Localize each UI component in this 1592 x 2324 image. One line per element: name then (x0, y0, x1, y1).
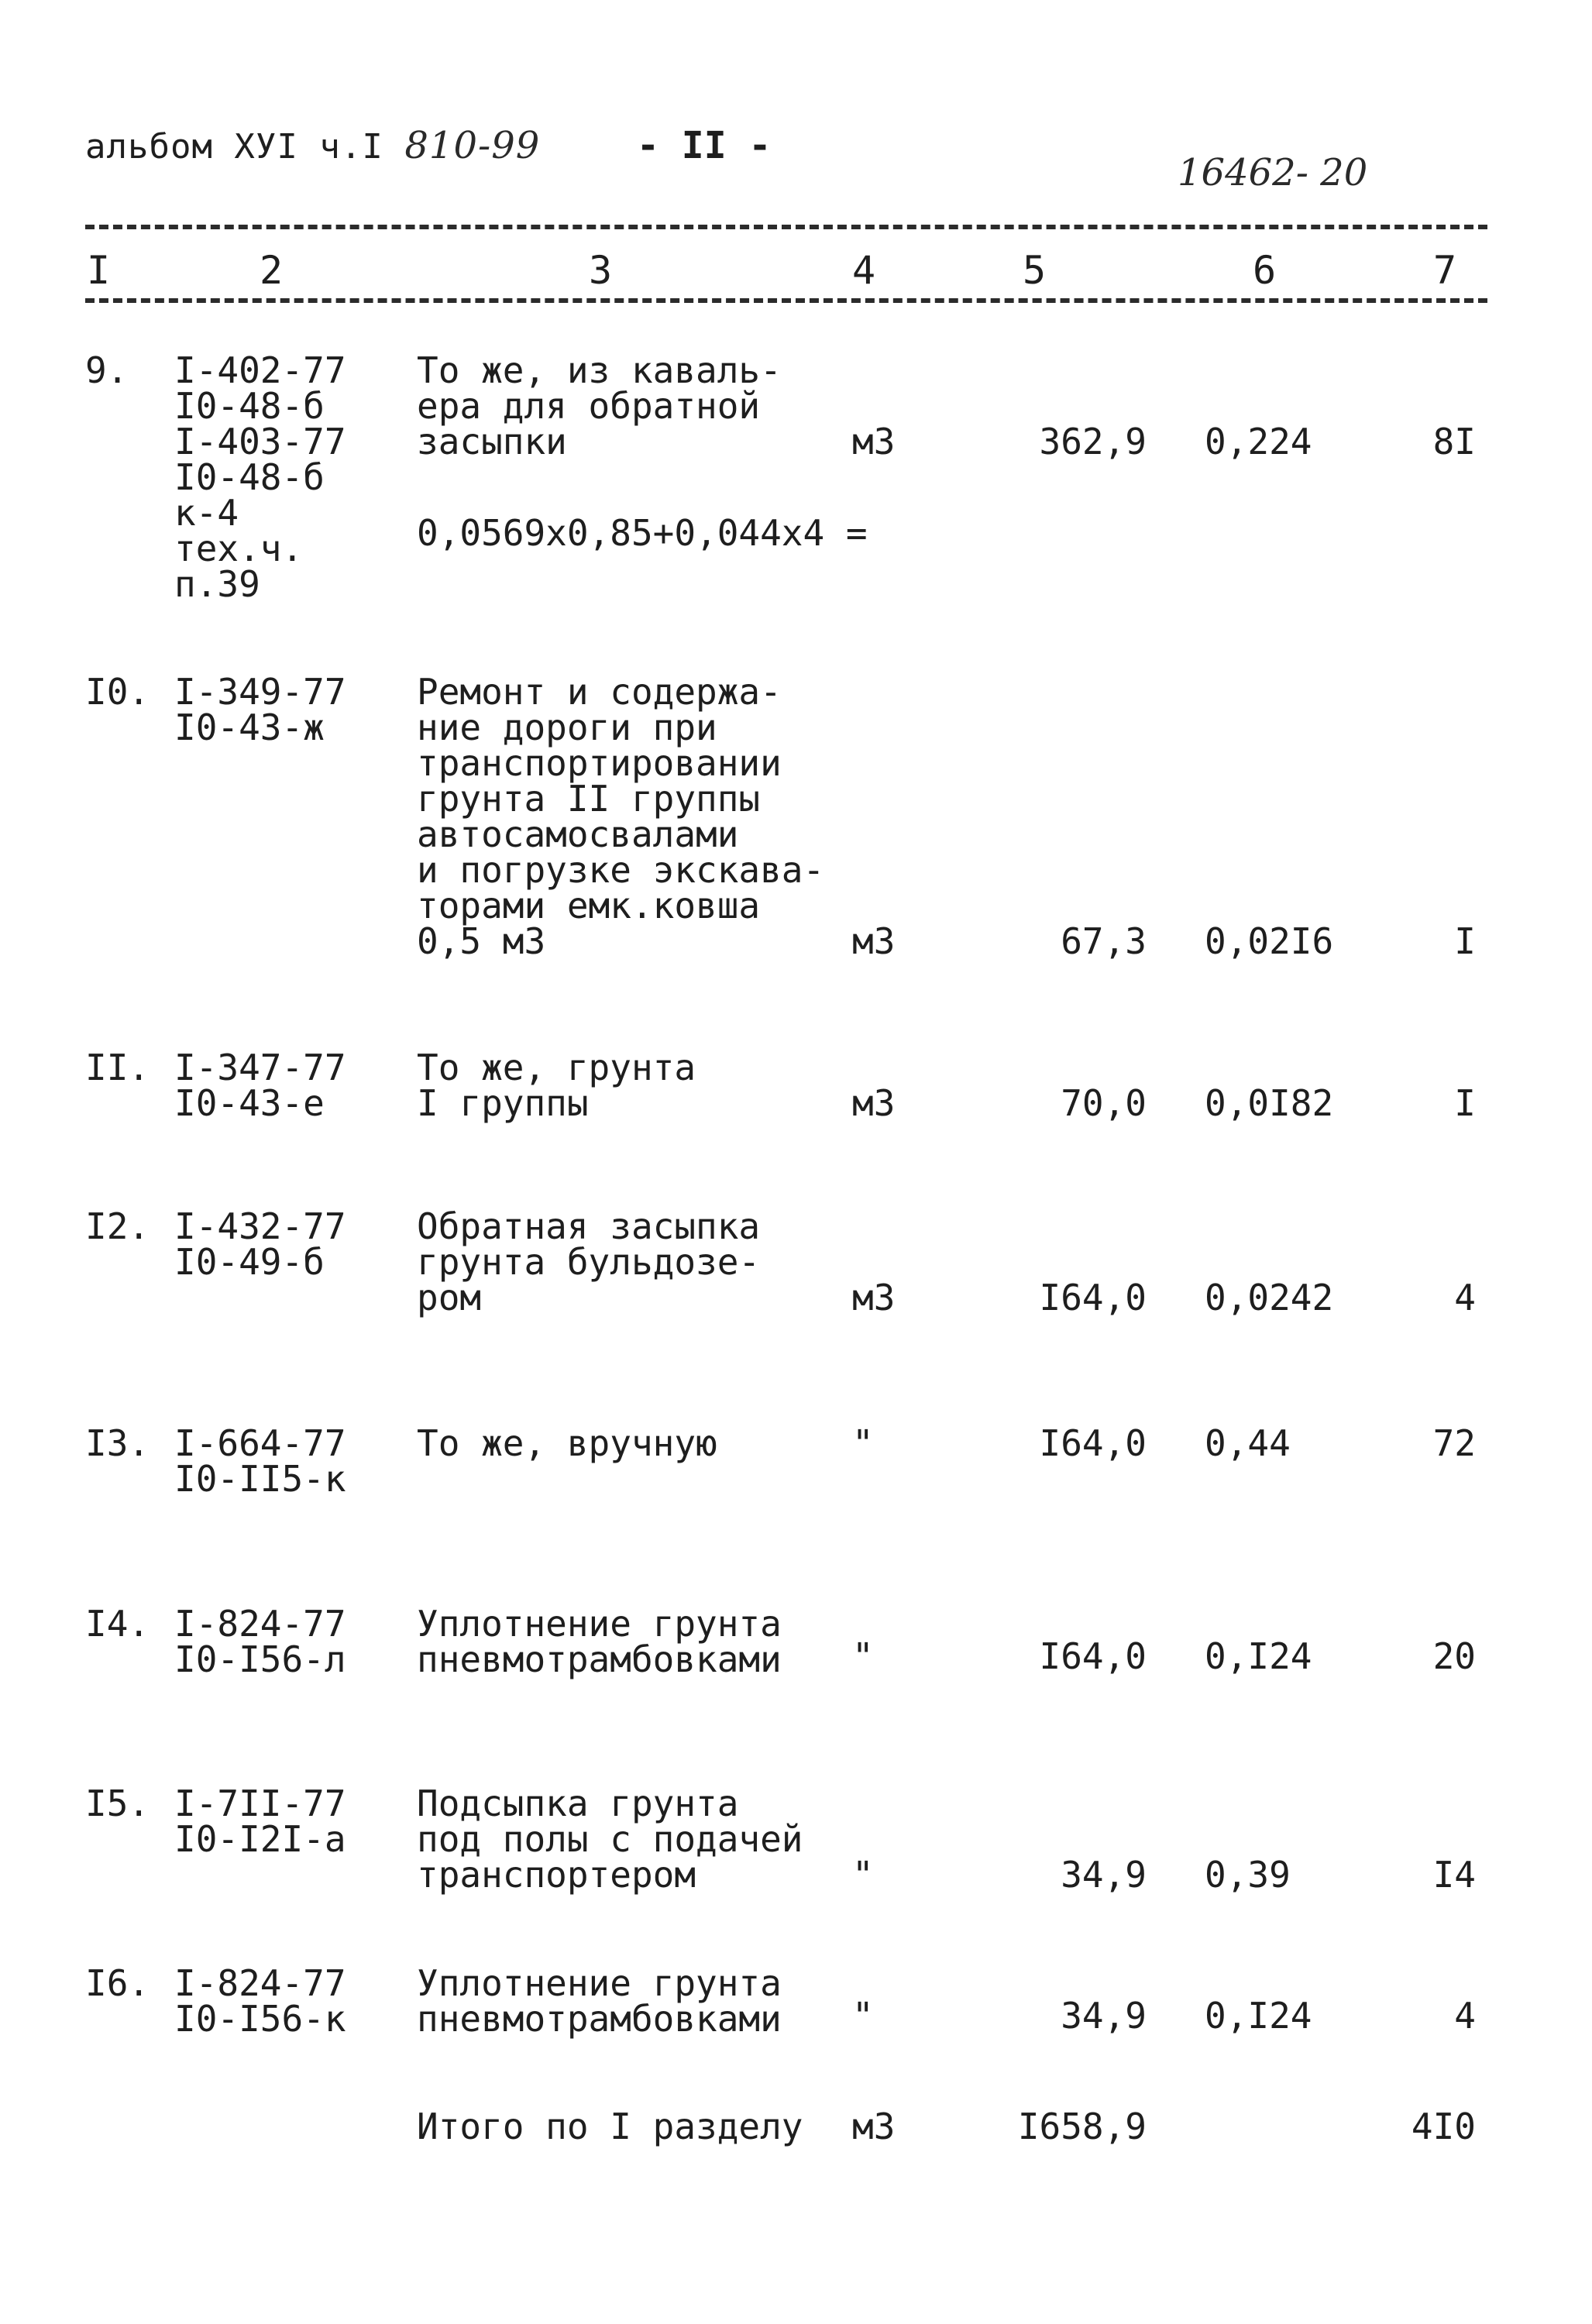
summary-total: 4I0 (1411, 2106, 1476, 2147)
column-header-6: 6 (1253, 248, 1277, 293)
row-number: I5. (85, 1783, 150, 1824)
norm-code: I-402-77 I0-48-б I-403-77 I0-48-б к-4 тех.ч. п.39 (174, 349, 346, 605)
labor-norm: 0,I24 (1205, 1995, 1312, 2037)
labor-norm: 0,02I6 (1205, 920, 1334, 962)
sheet-number: - II - (637, 124, 772, 167)
album-header (85, 124, 540, 167)
column-header-3: 3 (589, 248, 613, 293)
work-description: Подсыпка грунта под полы с подачей транспортером (417, 1783, 803, 1896)
row-number: I6. (85, 1962, 150, 2004)
column-header-7: 7 (1433, 248, 1457, 293)
row-number: II. (85, 1047, 150, 1088)
labor-norm: 0,44 (1205, 1422, 1291, 1464)
unit: м3 (852, 1082, 896, 1124)
unit: " (852, 1635, 874, 1677)
labor-norm: 0,I24 (1205, 1635, 1312, 1677)
work-description: То же, из каваль- ера для обратной засыпки (417, 349, 782, 462)
norm-code: I-664-77 I0-II5-к (174, 1422, 346, 1500)
header-divider (85, 225, 1487, 229)
labor-total: I (1454, 1082, 1476, 1124)
column-header-4: 4 (852, 248, 876, 293)
document-code: 16462- 20 (1178, 151, 1368, 194)
column-header-5: 5 (1023, 248, 1047, 293)
labor-norm: 0,0I82 (1205, 1082, 1334, 1124)
norm-code: I-349-77 I0-43-ж (174, 671, 346, 748)
summary-quantity: I658,9 (1017, 2106, 1147, 2147)
row-number: I4. (85, 1603, 150, 1645)
work-description: Уплотнение грунта пневмотрамбовками (417, 1962, 782, 2040)
work-description: Обратная засыпка грунта бульдозе- ром (417, 1205, 761, 1318)
labor-total: I4 (1432, 1854, 1476, 1896)
column-header-divider (85, 298, 1487, 303)
album-label: альбом ХУI ч.I (85, 127, 383, 167)
unit: " (852, 1995, 874, 2037)
quantity: 67,3 (1061, 920, 1147, 962)
labor-norm: 0,39 (1205, 1854, 1291, 1896)
unit: " (852, 1422, 874, 1464)
quantity: I64,0 (1039, 1422, 1147, 1464)
quantity: I64,0 (1039, 1277, 1147, 1318)
work-description: Уплотнение грунта пневмотрамбовками (417, 1603, 782, 1680)
norm-code: I-824-77 I0-I56-к (174, 1962, 346, 2040)
work-description: То же, грунта I группы (417, 1047, 696, 1124)
row-number: I2. (85, 1205, 150, 1247)
labor-total: 4 (1454, 1995, 1476, 2037)
work-description: Ремонт и содержа- ние дороги при транспортировании грунта II группы автосамосвалами и погрузке экскава- торами емк.ковша 0,5 м3 (417, 671, 825, 962)
unit: м3 (852, 421, 896, 462)
labor-total: 72 (1432, 1422, 1476, 1464)
quantity: I64,0 (1039, 1635, 1147, 1677)
unit: м3 (852, 920, 896, 962)
row-number: 9. (85, 349, 129, 391)
labor-total: I (1454, 920, 1476, 962)
work-description: То же, вручную (417, 1422, 717, 1464)
row-number: I0. (85, 671, 150, 713)
quantity: 362,9 (1039, 421, 1147, 462)
quantity: 34,9 (1061, 1854, 1147, 1896)
labor-total: 4 (1454, 1277, 1476, 1318)
norm-code: I-432-77 I0-49-б (174, 1205, 346, 1283)
quantity: 34,9 (1061, 1995, 1147, 2037)
norm-code: I-347-77 I0-43-е (174, 1047, 346, 1124)
summary-unit: м3 (852, 2106, 896, 2147)
column-header-2: 2 (260, 248, 284, 293)
labor-norm: 0,0242 (1205, 1277, 1334, 1318)
unit: м3 (852, 1277, 896, 1318)
quantity: 70,0 (1061, 1082, 1147, 1124)
album-number: 810-99 (404, 124, 541, 167)
norm-code: I-824-77 I0-I56-л (174, 1603, 346, 1680)
summary-label: Итого по I разделу (417, 2106, 803, 2147)
labor-total: 20 (1432, 1635, 1476, 1677)
labor-total: 8I (1432, 421, 1476, 462)
column-header-1: I (87, 248, 111, 293)
labor-norm: 0,224 (1205, 421, 1312, 462)
calculation-formula: 0,0569x0,85+0,044x4 = (417, 512, 868, 554)
unit: " (852, 1854, 874, 1896)
norm-code: I-7II-77 I0-I2I-а (174, 1783, 346, 1860)
row-number: I3. (85, 1422, 150, 1464)
